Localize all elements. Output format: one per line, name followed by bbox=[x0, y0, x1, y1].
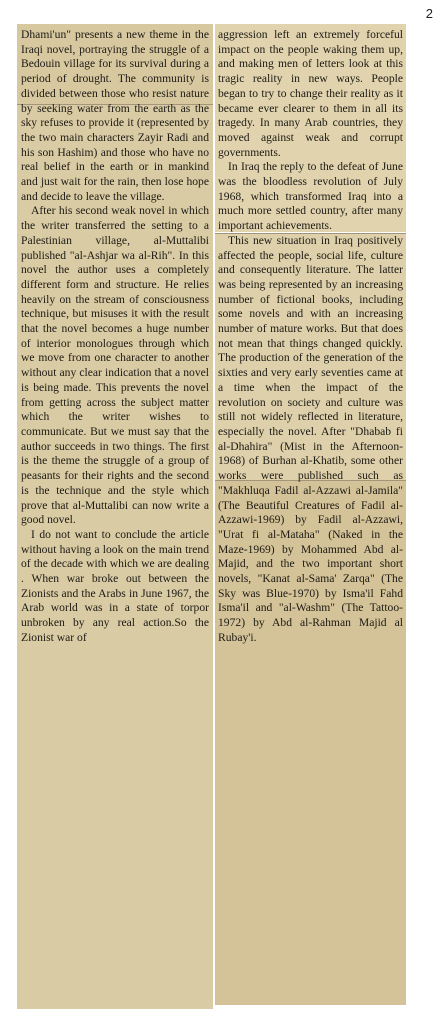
page-number: 2 bbox=[425, 6, 433, 21]
right-paragraph-2: In Iraq the reply to the defeat of June was the bloodless revolution of July 1968, which transformed Iraq into a much more settled country, after many important achievements. bbox=[218, 160, 403, 233]
right-paragraph-1: aggression left an extremely forceful impact on the people waking them up, and making men of letters look at this tragic reality in new ways. People began to try to change their reality as it became ever clearer to them in all its tragedy. In many Arab countries, they moved against weak and corrupt governments. bbox=[218, 28, 403, 159]
left-paragraph-1: Dhami'un" presents a new theme in the Iraqi novel, portraying the struggle of a Bedouin village for its survival during a period of drought. The community is divided between those who resist nature by seeking water from the earth as the sky refuses to provide it (represented by the two main characters Zayir Radi and his son Hashim) and those who have no real belief in the earth or in mankind and just wait for the rain, then lose hope and decide to leave the village. bbox=[21, 28, 209, 203]
left-paragraph-3: I do not want to conclude the article without having a look on the main trend of the decade with which we are dealing . When war broke out between the Zionists and the Arabs in June 1967, the Arab world was in a state of torpor unbroken by any real action.So the Zionist war of bbox=[21, 527, 209, 644]
left-column bbox=[21, 28, 209, 1008]
right-column bbox=[218, 28, 403, 1004]
left-paragraph-2: After his second weak novel in which the writer transferred the setting to a Palestinian village, al-Muttalibi published "al-Ashjar wa al-Rih". In this novel the author uses a completely different form and structure. He relies heavily on the stream of consciousness technique, but misuses it with the result that the novel becomes a huge number of interior monologues through which we move from one character to another without any clear indication that a novel is being made. This prevents the novel from getting across the subject matter which the writer wishes to communicate. But we must say that the author succeeds in two things. The first is the theme the struggle of a group of peasants for their rights and the second is the technique and the style which prove that al-Muttalibi can now write a good novel. bbox=[21, 204, 209, 527]
right-paragraph-3: This new situation in Iraq positively affected the people, social life, culture and consequently literature. The latter was being represented by an increasing number of fictional books, including some novels and with an increasing number of mature works. But that does not mean that things changed quickly. The production of the generation of the sixties and very early seventies came at a time when the impact of the revolution on society and culture was still not widely reflected in literature, especially the novel. After "Dhabab fi al-Dhahira" (Mist in the Afternoon-1968) of Burhan al-Khatib, some other works were published such as "Makhluqa Fadil al-Azzawi al-Jamila" (The Beautiful Creatures of Fadil al-Azzawi-1969) by Fadil al-Azzawi, "Urat fi al-Mataha" (Naked in the Maze-1969) by Mohammed Abd al-Majid, and the two important short novels, "Kanat al-Sama' Zarqa" (The Sky was Blue-1970) by Isma'il Fahd Isma'il and "al-Washm" (The Tattoo-1972) by Abd al-Rahman Majid al Rubay'i. bbox=[218, 233, 403, 644]
